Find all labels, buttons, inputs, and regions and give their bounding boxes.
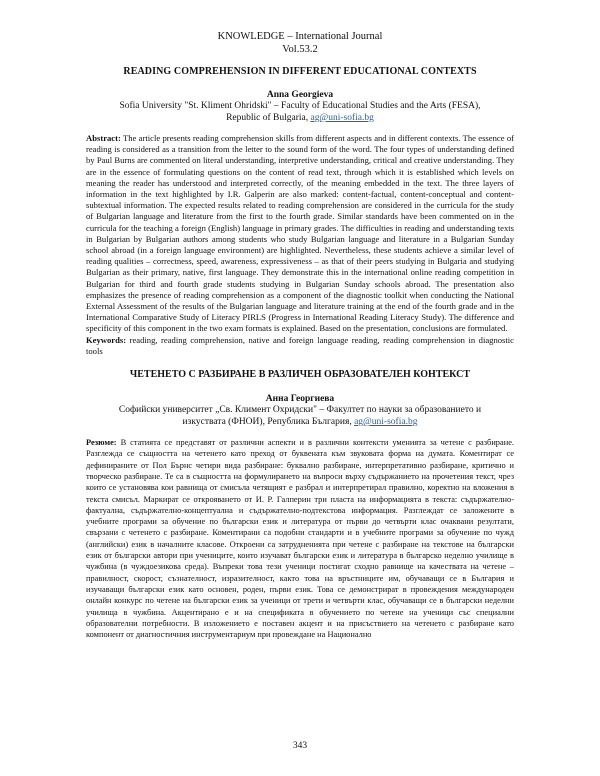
email-link[interactable]: ag@uni-sofia.bg <box>310 113 374 123</box>
affiliation-english <box>86 100 514 124</box>
paper-title-english: READING COMPREHENSION IN DIFFERENT EDUCATIONAL CONTEXTS <box>123 66 477 77</box>
affiliation-line-2 <box>86 112 514 124</box>
abstract-bulgarian <box>86 437 514 640</box>
abstract-label: Abstract: <box>86 133 121 143</box>
affiliation-country: Republic of Bulgaria, <box>226 113 311 123</box>
keywords <box>86 335 514 357</box>
affiliation-bg-line-1: Софийски университет „Св. Климент Охридски" – Факултет по науки за образованието и <box>118 405 482 416</box>
abstract-bg-text: В статията се представят от различни аспекти и в различни контексти уменията за четене с разбиране. Разглежда се същността на четенето като преход от буквената към звуковата форма на думата. Коментират се дефинираните от Пол Бърнс четири вида разбиране: буквално разбиране, интерпретативно разбиране, критично и творческо разбиране. Те са в същността на формулирането на въпроси върху съдържанието на прочетения текст, чрез които се установява кои равнища от смисъла четящият е разбрал и интерпретирал правилно, коректно на вложения в текста смисъл. Маркират се открояването от И. Р. Галперин три пласта на информацията в текста: съдържателно-фактуална, съдържателно-концептуална и съдържателно-подтекстова информация. Разглеждат се заложените в учебните програми за обучение по български език и литература от първи до четвърти клас очаквани резултати, свързани с четенето с разбиране. Коментирани са подобни стандарти и в учебните програми за обучение по чужд (английски) език в началните класове. Откроени са затрудненията при четене с разбиране на текстове на български език от български автори при учениците, които изучават български език и литература в българско неделно училище в чужбина (в чуждоезикова среда). Въпреки това тези ученици постигат сходно равнище на качествата на четене – правилност, скорост, съзнателност, изразителност, както това на връстниците им, обучаващи се в България и изучаващи български език като основен, роден, първи език. Това се демонстрират в провеждения международен онлайн конкурс по четене на български език за ученици от трети и четвърти клас, обучаващи се в български неделни училища в чужбина. Акцентирано е и на спецификата в обучението по четене на ученици със специални образователни потребности. В изложението е поставен акцент и на присъствието на четенето с разбиране като компонент от диагностичния инструментариум при провеждане на Национално <box>86 438 514 640</box>
paper-title-bulgarian: ЧЕТЕНЕТО С РАЗБИРАНЕ В РАЗЛИЧЕН ОБРАЗОВАТЕЛЕН КОНТЕКСТ <box>129 369 471 381</box>
journal-volume: Vol.53.2 <box>282 44 318 55</box>
journal-name: KNOWLEDGE – International Journal <box>217 31 383 42</box>
author-name-bulgarian: Анна Георгиева <box>265 394 335 405</box>
affiliation-bg-line-2 <box>86 416 514 428</box>
abstract-english <box>86 133 514 335</box>
email-link-bg[interactable]: ag@uni-sofia.bg <box>354 417 418 428</box>
keywords-label: Keywords: <box>86 334 127 345</box>
affiliation-bulgarian <box>86 404 514 428</box>
affiliation-bg-country: изкуствата (ФНОИ), Република България, <box>182 417 355 428</box>
journal-header <box>86 30 514 56</box>
keywords-text: reading, reading comprehension, native and foreign language reading, reading comprehension in diagnostic tools <box>86 334 514 356</box>
author-name-english: Anna Georgieva <box>266 90 334 100</box>
page-number: 343 <box>292 741 308 751</box>
abstract-bg-label: Резюме: <box>86 438 117 448</box>
paper-page <box>86 30 514 640</box>
affiliation-line-1: Sofia University "St. Kliment Ohridski" – Faculty of Educational Studies and the Arts (FESA), <box>119 101 481 111</box>
abstract-text: The article presents reading comprehension skills from different aspects and in different contexts. The essence of reading is considered as a transition from the letter to the sound form of the word. The four types of understanding defined by Paul Burns are commented on literal understanding, interpretive understanding, critical and creative understanding. They are in the essence of formulating questions on the content of read text, through which it is established which levels on meaning the reader has understood and interpreted correctly, of the meaning embedded in the text. The three layers of information in the text highlighted by I.R. Galperin are also marked: content-factual, content-conceptual and content-subtextual information. The expected results related to reading comprehension are considered in the curricula for the study of Bulgarian language and literature from the first to the fourth grade. Similar standards have been commented on in the curricula for the teaching a foreign (English) language in primary grades. The difficulties in reading and understanding texts in Bulgarian by Bulgarian authors among students who study Bulgarian language and literature in a Bulgarian Sunday school abroad (in a foreign language environment) are highlighted. Nevertheless, these students achieve a similar level of reading qualities – correctness, speed, awareness, expressiveness – as that of their peers studying in Bulgaria and studying Bulgarian as their primary, native, first language. They demonstrate this in the international online reading competition in Bulgarian for third and fourth grade students studying in Bulgarian Sunday schools abroad. The presentation also emphasizes the presence of reading comprehension as a component of the diagnostic toolkit when conducting the National External Assessment of the results of the Bulgarian language and literature training at the end of the fourth grade and in the International Comparative Study of Literacy PIRLS (Progress in International Reading Literacy Study). The difference and specificity of this component in the two exam formats is explained. Based on the presentation, conclusions are formulated. <box>86 133 514 334</box>
